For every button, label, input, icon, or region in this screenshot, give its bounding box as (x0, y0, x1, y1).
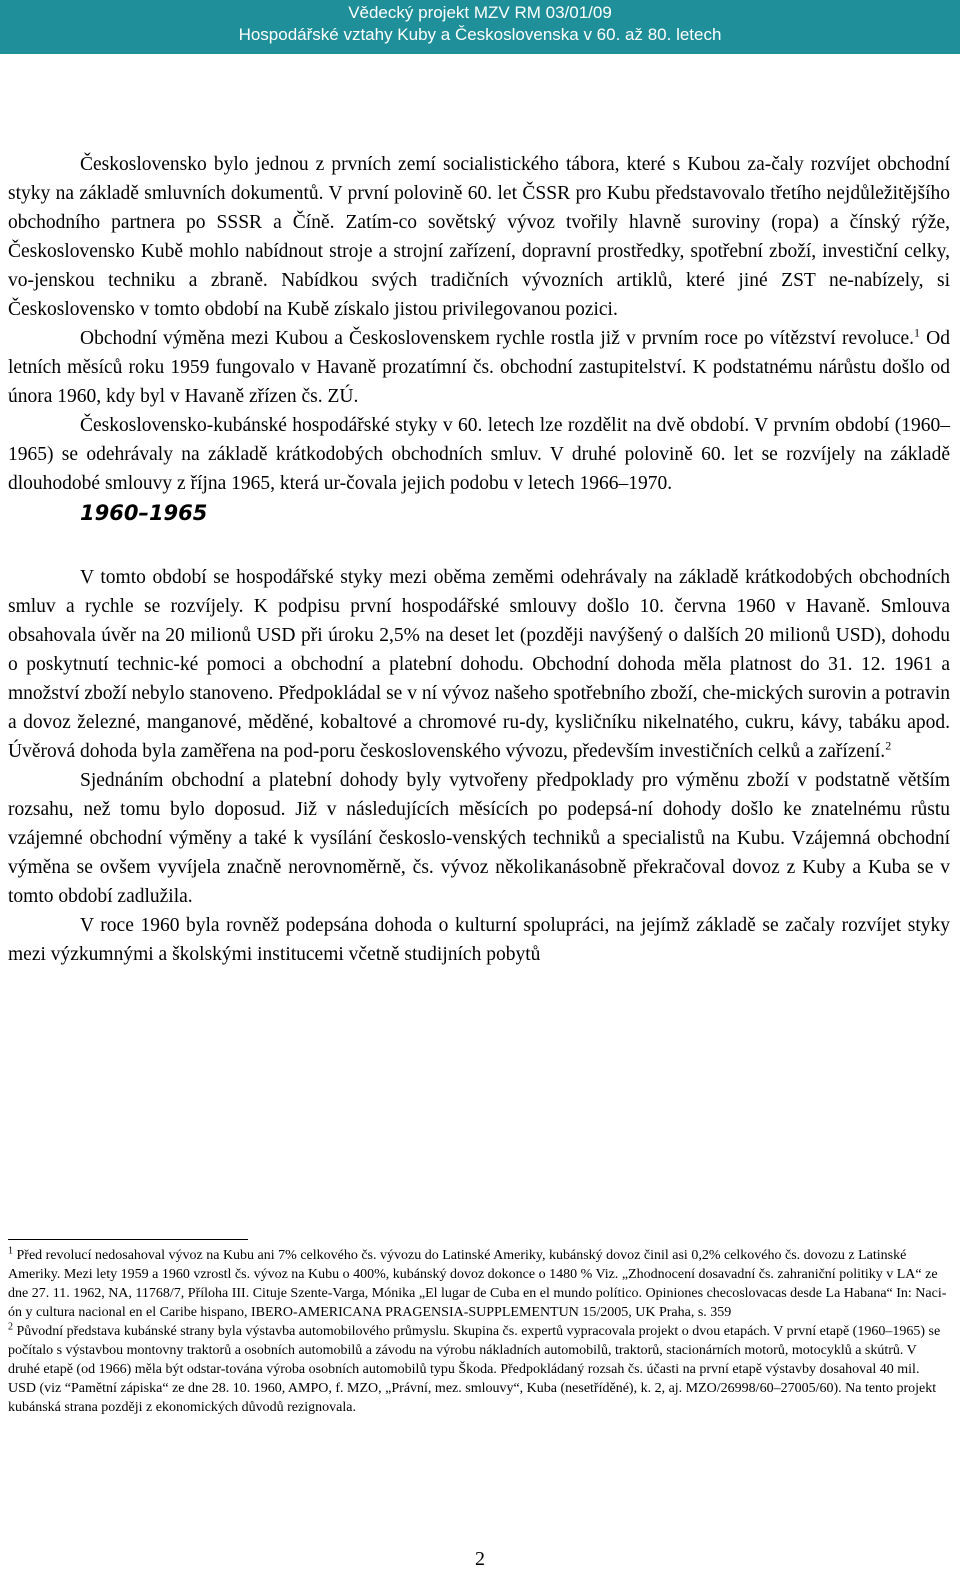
intro-paragraph-2 (8, 324, 950, 411)
footnote-ref-2[interactable]: 2 (885, 738, 892, 753)
header-project-line: Vědecký projekt MZV RM 03/01/09 (348, 3, 612, 22)
footnote-number-2: 2 (8, 1321, 13, 1333)
footnotes (8, 1239, 950, 1417)
header-title-line: Hospodářské vztahy Kuby a Československa v 60. až 80. letech (238, 25, 722, 44)
footnote-number-1: 1 (8, 1245, 13, 1257)
intro-paragraph-2-text-b: Od letních měsíců roku 1959 fungovalo v Havaně prozatímní čs. obchodní zastupitelství. K podstatnému nárůstu došlo od února 1960, kdy byl v Havaně zřízen čs. ZÚ. (8, 328, 950, 407)
footnote-separator (8, 1239, 248, 1240)
footnote-2 (8, 1322, 950, 1417)
footnote-text-1: Před revolucí nedosahoval vývoz na Kubu ani 7% celkového čs. vývozu do Latinské Ameriky, kubánský dovoz činil asi 0,2% celkového čs. dovozu z Latinské Ameriky. Mezi lety 1959 a 1960 vzrostl čs. vývoz na Kubu o 400%, kubánský dovoz dokonce o 1480 % Viz. „Zhodnocení dosavadní čs. zahraniční politiky v LA“ ze dne 27. 11. 1962, NA, 11768/7, Příloha III. Cituje Szente-Varga, Mónika „El lugar de Cuba en el mundo político. Opiniones checoslovacas desde La Habana“ In: Naci-ón y cultura nacional en el Caribe hispano, IBERO-AMERICANA PRAGENSIA-SUPPLEMENTUN 15/2005, UK Praha, s. 359 (8, 1248, 947, 1320)
section-paragraph-2: Sjednáním obchodní a platební dohody byly vytvořeny předpoklady pro výměnu zboží v podstatně větším rozsahu, než tomu bylo doposud. Již v následujících měsících po podepsá-ní dohody došlo ke znatelnému růstu vzájemné obchodní výměny a také k vysílání českoslo-venských techniků a specialistů na Kubu. Vzájemná obchodní výměna se ovšem vyvíjela značně nerovnoměrně, čs. vývoz několikanásobně překračoval dovoz z Kuby a Kuba se v tomto období zadlužila. (8, 770, 950, 907)
footnote-ref-1[interactable]: 1 (914, 325, 920, 340)
intro-paragraph-3: Československo-kubánské hospodářské styky v 60. letech lze rozdělit na dvě období. V prvním období (1960–1965) se odehrávaly na základě krátkodobých obchodních smluv. V druhé polovině 60. let se rozvíjely na základě dlouhodobé smlouvy z října 1965, která ur-čovala jejich podobu v letech 1966–1970. (8, 415, 950, 494)
intro-paragraph-2-text-a: Obchodní výměna mezi Kubou a Československem rychle rostla již v prvním roce po vítězství revoluce. (80, 328, 914, 349)
section-paragraph-1-text: V tomto období se hospodářské styky mezi oběma zeměmi odehrávaly na základě krátkodobých obchodních smluv a rychle se rozvíjely. K podpisu první hospodářské smlouvy došlo 10. června 1960 v Havaně. Smlouva obsahovala úvěr na 20 milionů USD při úroku 2,5% na deset let (později navýšený o dalších 20 milionů USD), dohodu o poskytnutí technic-ké pomoci a obchodní a platební dohodu. Obchodní dohoda měla platnost do 31. 12. 1961 a množství zboží nebylo stanoveno. Předpokládal se v ní vývoz našeho spotřebního zboží, che-mických surovin a potravin a dovoz železné, manganové, měděné, kobaltové a chromové ru-dy, kysličníku nikelnatého, cukru, kávy, tabáku apod. Úvěrová dohoda byla zaměřena na pod-poru československého vývozu, především investičních celků a zařízení. (8, 567, 950, 762)
page-header (0, 0, 960, 54)
intro-paragraph-1: Československo bylo jednou z prvních zemí socialistického tábora, které s Kubou za-čaly rozvíjet obchodní styky na základě smluvních dokumentů. V první polovině 60. let ČSSR pro Kubu představovalo třetího nejdůležitějšího obchodního partnera po SSSR a Číně. Zatím-co sovětský vývoz tvořily hlavně suroviny (ropa) a čínský rýže, Československo Kubě mohlo nabídnout stroje a strojní zařízení, dopravní prostředky, spotřební zboží, investiční celky, vo-jenskou techniku a zbraně. Nabídkou svých tradičních vývozních artiklů, které jiné ZST ne-nabízely, si Československo v tomto období na Kubě získalo jistou privilegovanou pozici. (8, 154, 950, 320)
footnote-1 (8, 1246, 950, 1322)
section-heading: 1960–1965 (80, 501, 208, 525)
document-body (8, 150, 950, 969)
page-number: 2 (475, 1548, 485, 1570)
section-paragraph-1 (8, 563, 950, 766)
section-paragraph-3: V roce 1960 byla rovněž podepsána dohoda o kulturní spolupráci, na jejímž základě se začaly rozvíjet styky mezi výzkumnými a školskými institucemi včetně studijních pobytů (8, 915, 950, 965)
footnote-text-2: Původní představa kubánské strany byla výstavba automobilového průmyslu. Skupina čs. expertů vypracovala projekt o dvou etapách. V první etapě (1960–1965) se počítalo s výstavbou montovny traktorů a osobních automobilů a závodu na výrobu nákladních automobilů, traktorů, stacionárních motorů, motocyklů a skútrů. V druhé etapě (od 1966) měla být odstar-tována výroba osobních automobilů typu Škoda. Předpokládaný rozsah čs. účasti na první etapě výstavby dosahoval 40 mil. USD (viz “Pamětní zápiska“ ze dne 28. 10. 1960, AMPO, f. MZO, „Právní, mez. smlouvy“, Kuba (nesetříděné), k. 2, aj. MZO/26998/60–27005/60). Na tento projekt kubánská strana později z ekonomických důvodů rezignovala. (8, 1324, 941, 1415)
